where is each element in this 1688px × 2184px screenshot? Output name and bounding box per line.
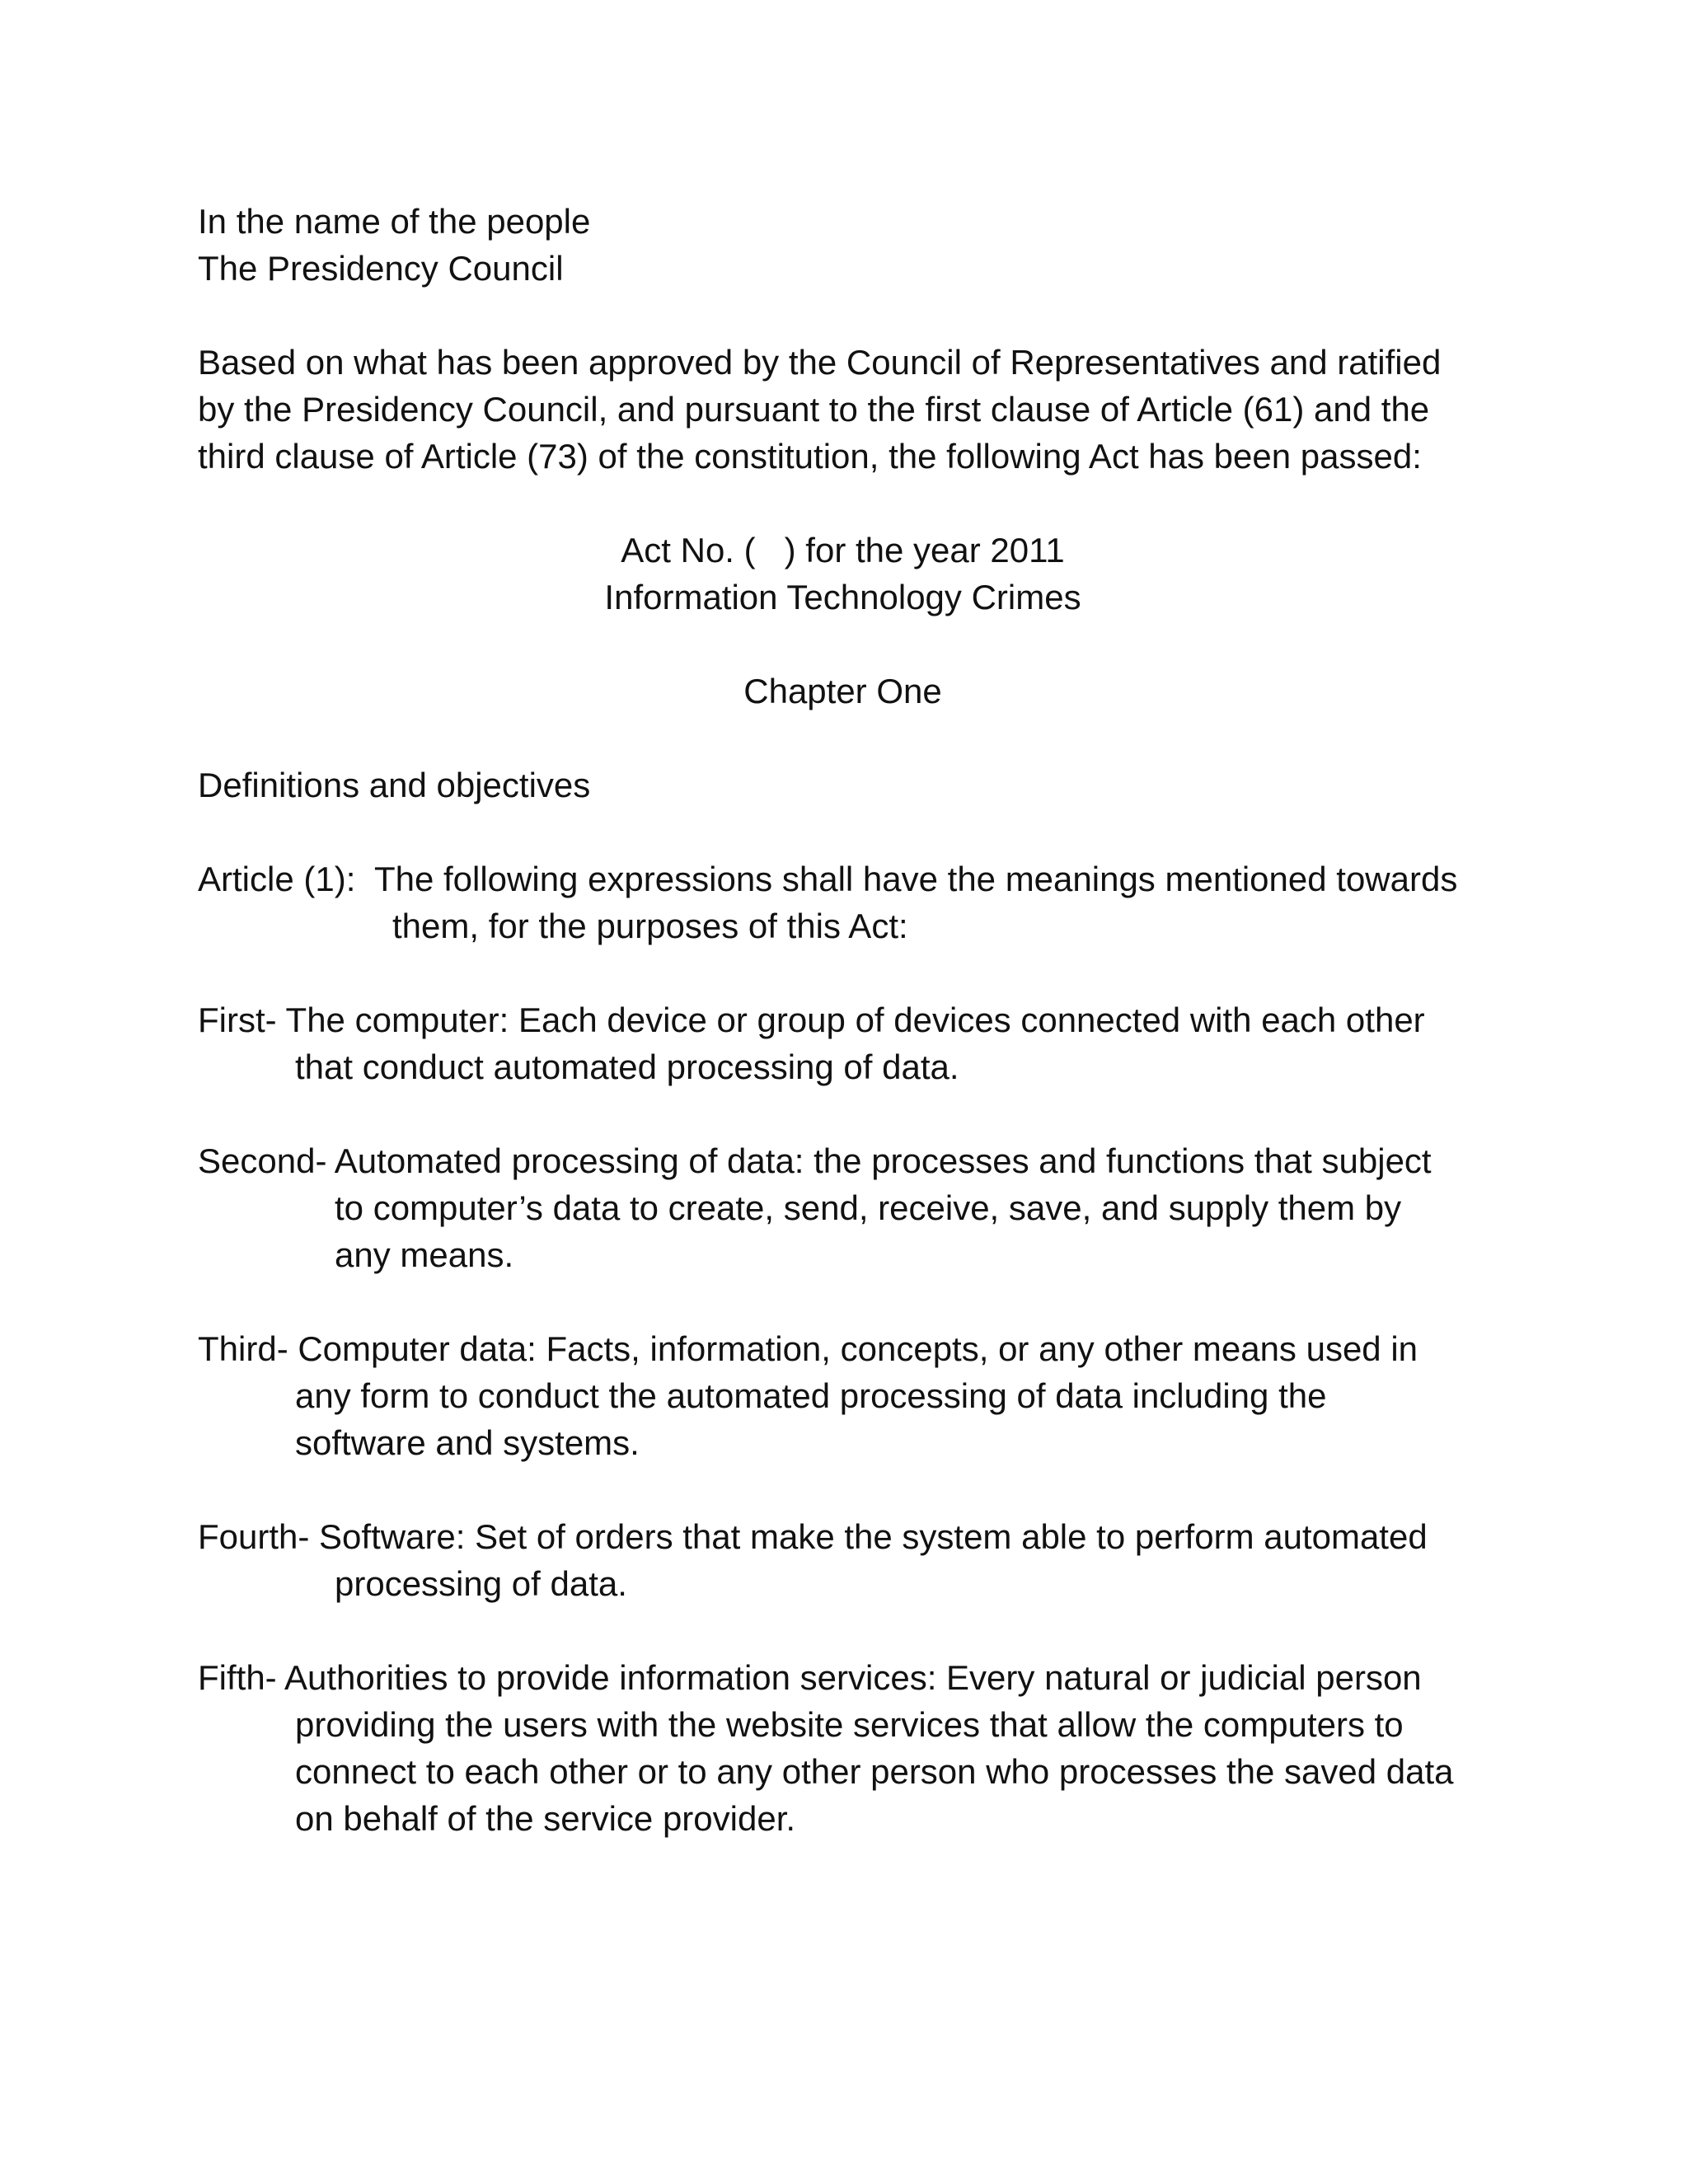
section-heading: [198, 762, 1517, 808]
spacer: [198, 1278, 1517, 1325]
act-title: Information Technology Crimes: [604, 578, 1081, 616]
document-body: [198, 198, 1517, 1842]
header-line-2: The Presidency Council: [198, 249, 564, 288]
spacer: [198, 808, 1517, 855]
definition-third: [198, 1325, 1517, 1466]
definition-first-line-2: that conduct automated processing of data.: [295, 1047, 959, 1086]
definition-third-line-1: Third- Computer data: Facts, information, concepts, or any other means used in: [198, 1329, 1418, 1368]
definition-fifth-line-1: Fifth- Authorities to provide information services: Every natural or judicial person: [198, 1658, 1422, 1697]
definition-second: [198, 1137, 1517, 1278]
act-heading: [198, 527, 1488, 621]
definition-fifth-line-4: on behalf of the service provider.: [295, 1799, 796, 1838]
spacer: [198, 480, 1517, 527]
spacer: [198, 1607, 1517, 1654]
article-1: [198, 855, 1517, 949]
spacer: [198, 949, 1517, 996]
definition-third-line-2: any form to conduct the automated processing of data including the: [295, 1376, 1327, 1415]
spacer: [198, 715, 1517, 762]
definition-fourth-line-1: Fourth- Software: Set of orders that make the system able to perform automated: [198, 1517, 1428, 1556]
spacer: [198, 1090, 1517, 1137]
definition-fifth-line-3: connect to each other or to any other person who processes the saved data: [295, 1752, 1454, 1791]
chapter-heading: [198, 668, 1488, 715]
spacer: [198, 1466, 1517, 1513]
definition-third-line-3: software and systems.: [295, 1423, 640, 1462]
article-1-line-2: them, for the purposes of this Act:: [392, 907, 908, 945]
definition-first: [198, 996, 1517, 1090]
definition-first-line-1: First- The computer: Each device or group of devices connected with each other: [198, 1001, 1425, 1039]
definition-fifth: [198, 1654, 1517, 1842]
definition-fourth-line-2: processing of data.: [335, 1564, 627, 1603]
chapter-title: Chapter One: [743, 672, 942, 710]
preamble-line-1: Based on what has been approved by the Council of Representatives and ratified: [198, 343, 1442, 382]
spacer: [198, 292, 1517, 339]
article-1-line-1: Article (1): The following expressions shall have the meanings mentioned towards: [198, 860, 1458, 898]
section-title: Definitions and objectives: [198, 766, 591, 804]
spacer: [198, 621, 1517, 668]
definition-second-line-2: to computer’s data to create, send, receive, save, and supply them by: [335, 1188, 1402, 1227]
definition-fourth: [198, 1513, 1517, 1607]
header-line-1: In the name of the people: [198, 202, 591, 241]
definition-second-line-3: any means.: [335, 1235, 514, 1274]
preamble-line-3: third clause of Article (73) of the constitution, the following Act has been passed:: [198, 437, 1422, 476]
header-block: [198, 198, 1517, 292]
definition-fifth-line-2: providing the users with the website services that allow the computers to: [295, 1705, 1404, 1744]
definition-second-line-1: Second- Automated processing of data: the processes and functions that subject: [198, 1141, 1432, 1180]
preamble-paragraph: [198, 339, 1517, 480]
act-number: Act No. ( ) for the year 2011: [621, 531, 1065, 569]
preamble-line-2: by the Presidency Council, and pursuant to the first clause of Article (61) and the: [198, 390, 1430, 429]
